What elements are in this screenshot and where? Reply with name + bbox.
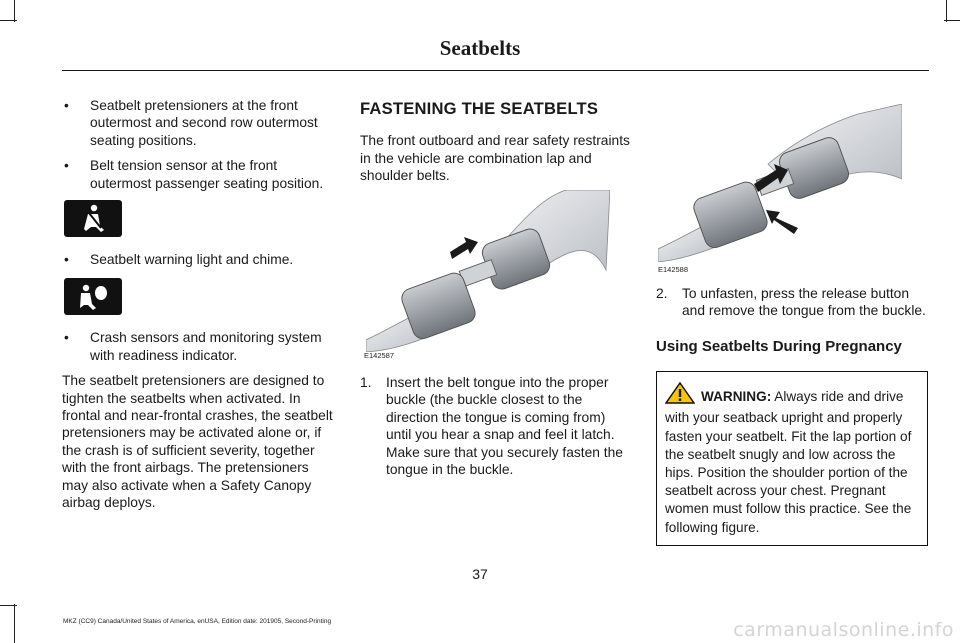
figure-code: E142587 — [364, 351, 395, 360]
step-1 — [360, 374, 632, 478]
warning-label: WARNING: — [701, 389, 772, 405]
list-item: • Seatbelt warning light and chime. — [64, 252, 294, 268]
unfasten-illustration — [658, 104, 902, 274]
figure-code: E142588 — [658, 265, 689, 274]
step-text: Insert the belt tongue into the proper buckle (the buckle closest to the direction the tongue is coming from) until you hear a snap and feel it latch. Make sure that you securely fasten the tongue in the buckle. — [386, 375, 623, 478]
page-title: Seatbelts — [439, 36, 521, 60]
list-item: • Crash sensors and monitoring system with readiness indicator. — [64, 330, 322, 363]
section-heading: FASTENING THE SEATBELTS — [360, 99, 599, 118]
body-paragraph: The seatbelt pretensioners are designed to tighten the seatbelts when activated. In frontal and near-frontal crashes, the seatbelt pretensioners may be activated alone or, if the crash is of sufficient severity, together with the front airbags. The pretensioners may also activate when a Safety Canopy airbag deploys. — [62, 373, 333, 511]
crop-mark — [946, 0, 947, 22]
crop-mark — [0, 605, 17, 606]
header-divider — [62, 70, 929, 71]
section-subheading: Using Seatbelts During Pregnancy — [656, 337, 902, 355]
list-item: • Belt tension sensor at the front outermost passenger seating position. — [64, 158, 324, 191]
crop-mark — [0, 20, 17, 21]
warning-box — [656, 371, 928, 546]
crop-mark — [14, 604, 15, 643]
airbag-readiness-icon — [64, 278, 122, 315]
right-column — [656, 285, 928, 546]
step-text: To unfasten, press the release button and remove the tongue from the buckle. — [682, 286, 926, 319]
left-column — [62, 97, 338, 512]
step-number: 2. — [656, 286, 668, 301]
step-number: 1. — [360, 375, 372, 390]
page-number: 37 — [472, 566, 488, 582]
footer-text: MKZ (CC9) Canada/United States of America, enUSA, Edition date: 201905, Second-Printing — [63, 618, 332, 625]
warning-text: Always ride and drive with your seatback upright and properly fasten your seatbelt. Fit the lap portion of the seatbelt snugly and low across the hips. Position the shoulder portion of the seatbelt across your chest. Pregnant women must follow this practice. See the following figure. — [665, 389, 912, 535]
watermark: carmanualsonline.info — [733, 619, 954, 641]
intro-paragraph: The front outboard and rear safety restraints in the vehicle are combination lap and shoulder belts. — [360, 133, 630, 184]
seatbelt-warning-icon — [64, 200, 122, 237]
middle-column — [360, 100, 632, 185]
warning-triangle-icon — [665, 382, 695, 409]
list-item: • Seatbelt pretensioners at the front outermost and second row outermost seating positions. — [64, 98, 318, 148]
fasten-illustration — [364, 190, 610, 360]
crop-mark — [14, 0, 15, 22]
crop-mark — [944, 20, 960, 21]
